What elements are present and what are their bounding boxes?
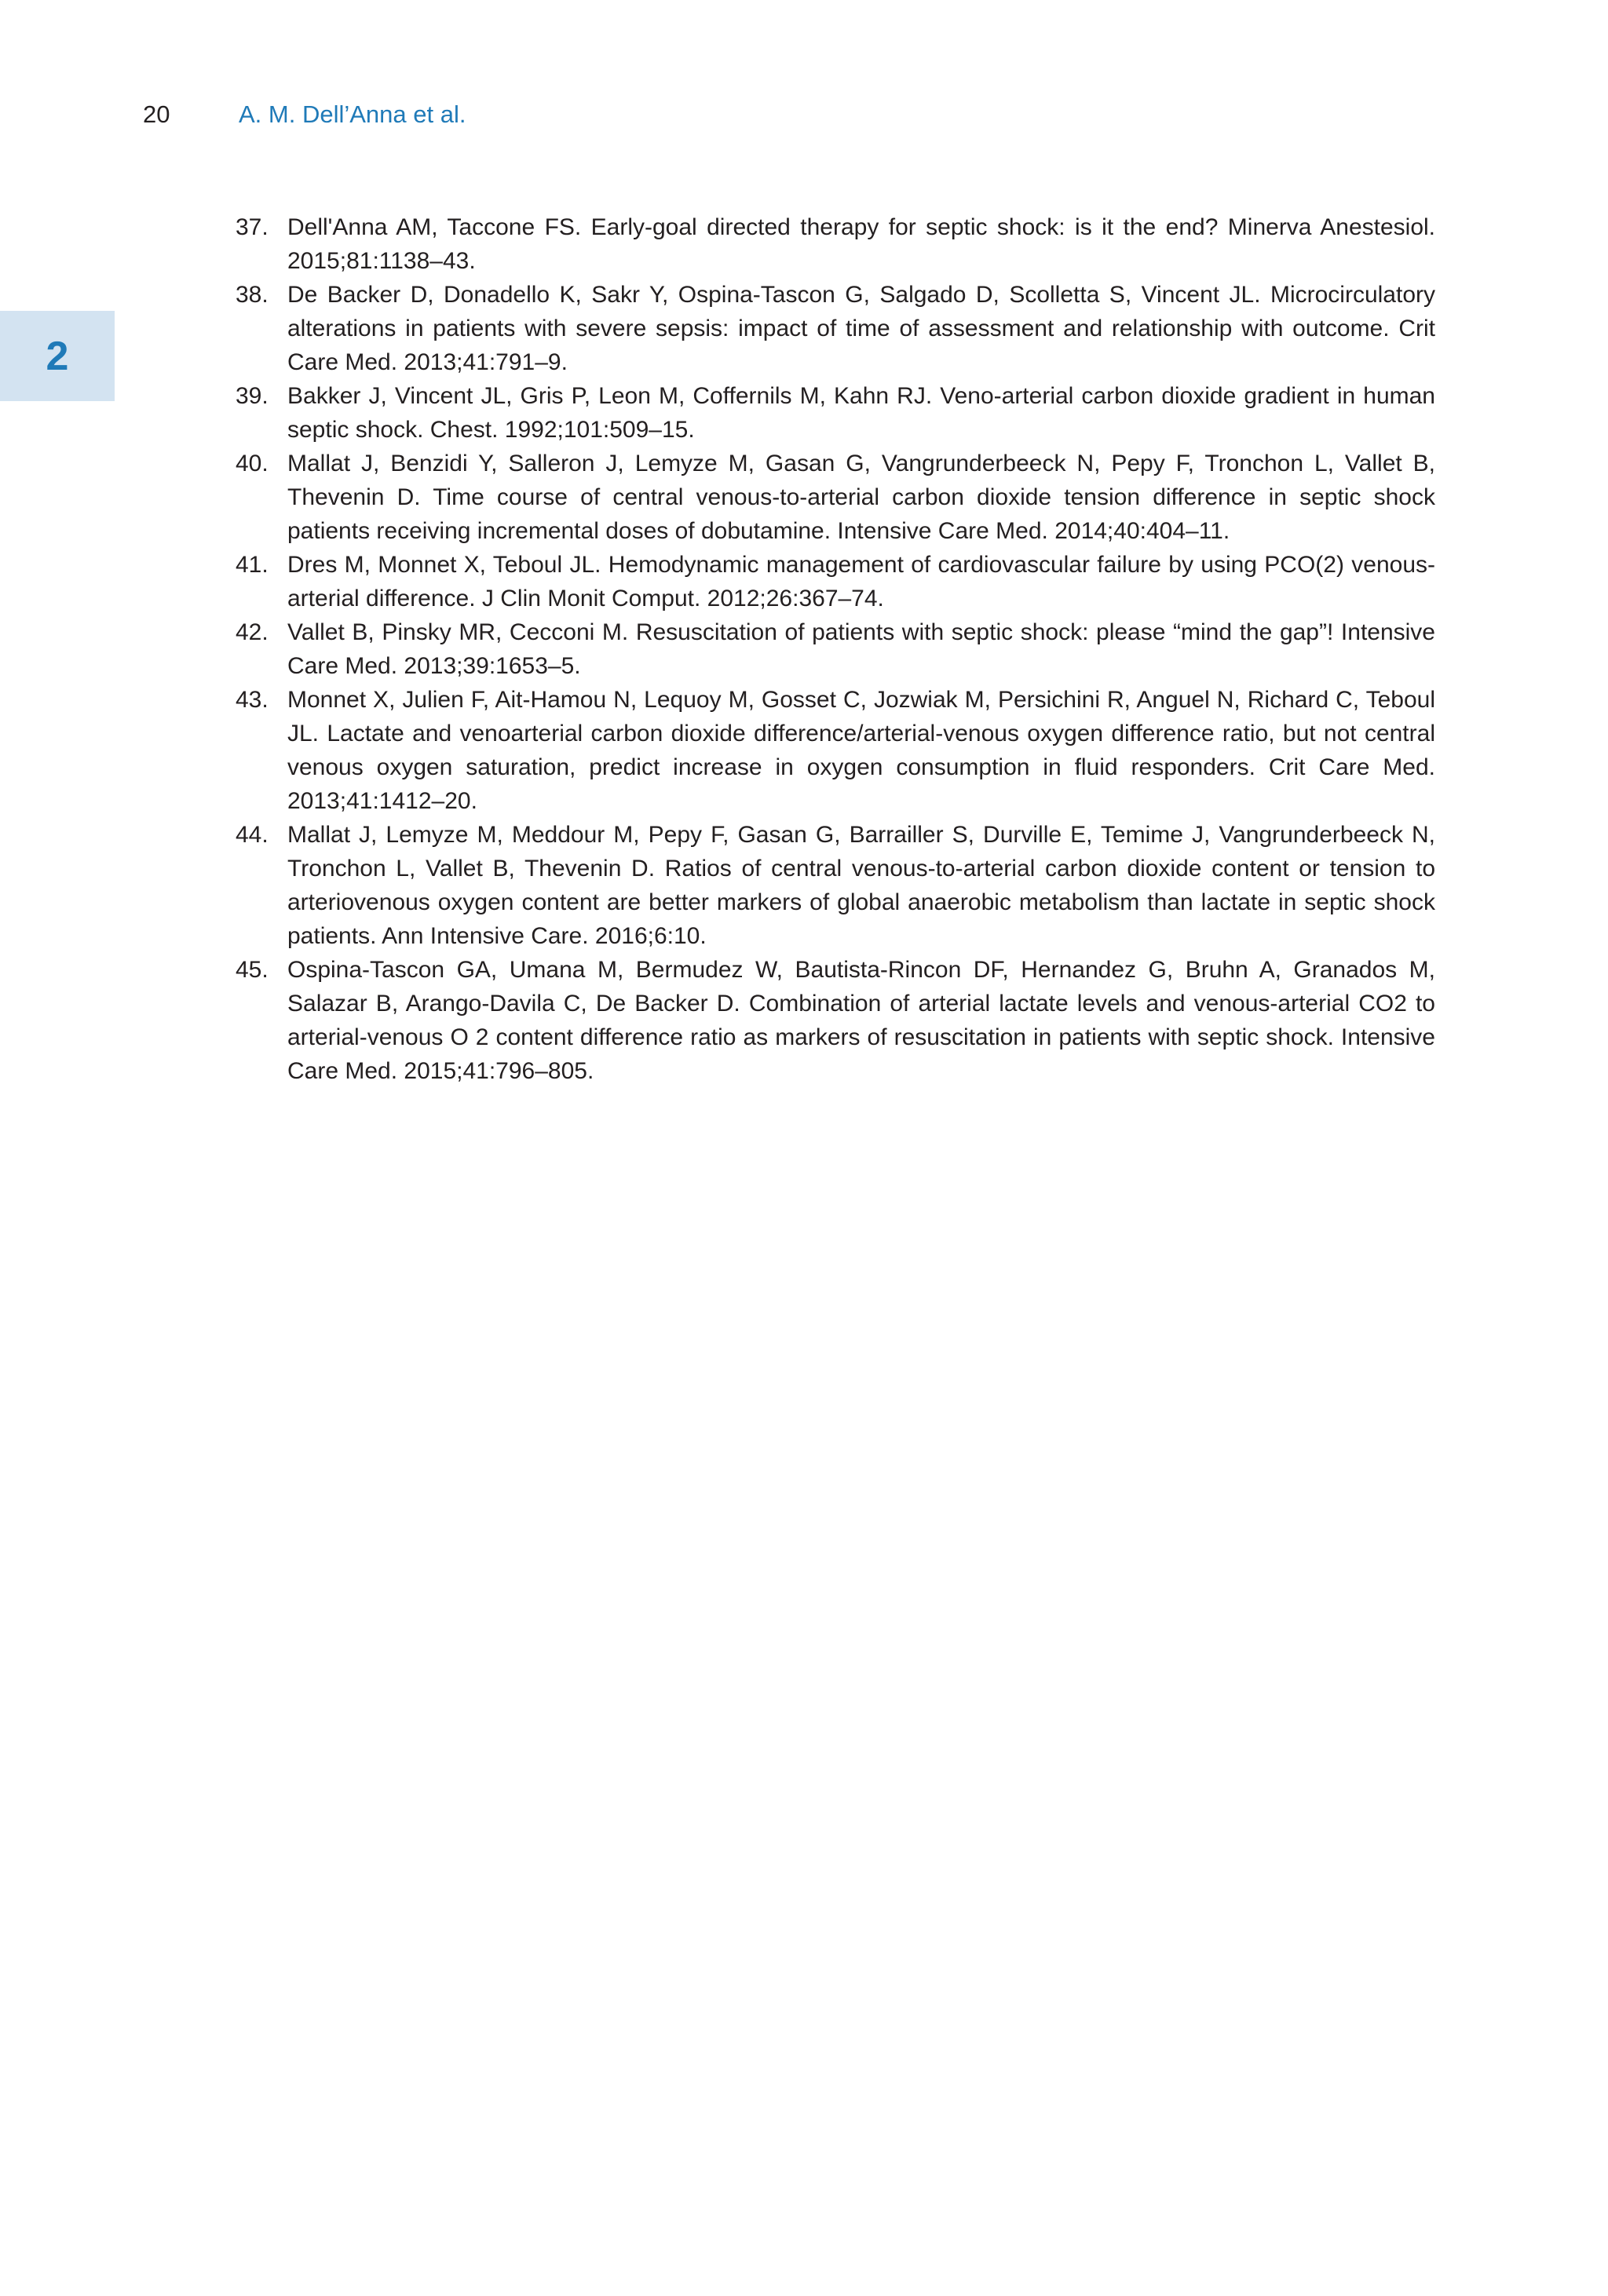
reference-number: 45. (236, 957, 269, 983)
reference-number: 37. (236, 214, 269, 240)
reference-item (236, 447, 1435, 548)
reference-item (236, 683, 1435, 818)
reference-item (236, 379, 1435, 447)
reference-text: Ospina-Tascon GA, Umana M, Bermudez W, Bautista-Rincon DF, Hernandez G, Bruhn A, Granados M, Salazar B, Arango-Davila C, De Backer D. Combination of arterial lactate levels and venous-arterial CO2 to arterial-venous O 2 content difference ratio as markers of resuscitation in patients with septic shock. Intensive Care Med. 2015;41:796–805. (287, 957, 1435, 1084)
chapter-number: 2 (46, 333, 69, 379)
running-head-authors: A. M. Dell’Anna et al. (239, 100, 466, 128)
page-number: 20 (143, 100, 170, 128)
running-head (143, 99, 466, 130)
reference-text: De Backer D, Donadello K, Sakr Y, Ospina-Tascon G, Salgado D, Scolletta S, Vincent JL. Microcirculatory alterations in patients with severe sepsis: impact of time of assessment and relationship with outcome. Crit Care Med. 2013;41:791–9. (287, 282, 1435, 375)
reference-text: Dres M, Monnet X, Teboul JL. Hemodynamic management of cardiovascular failure by using PCO(2) venous-arterial difference. J Clin Monit Comput. 2012;26:367–74. (287, 552, 1435, 611)
reference-text: Monnet X, Julien F, Ait-Hamou N, Lequoy M, Gosset C, Jozwiak M, Persichini R, Anguel N, Richard C, Teboul JL. Lactate and venoarterial carbon dioxide difference/arterial-venous oxygen difference ratio, but not central venous oxygen saturation, predict increase in oxygen consumption in fluid responders. Crit Care Med. 2013;41:1412–20. (287, 687, 1435, 814)
reference-list (236, 210, 1435, 1088)
chapter-tab (0, 311, 115, 401)
reference-item (236, 278, 1435, 379)
reference-number: 43. (236, 687, 269, 713)
reference-number: 42. (236, 619, 269, 645)
reference-item (236, 953, 1435, 1088)
reference-text: Dell'Anna AM, Taccone FS. Early-goal directed therapy for septic shock: is it the end? Minerva Anestesiol. 2015;81:1138–43. (287, 214, 1435, 274)
reference-item (236, 210, 1435, 278)
reference-text: Mallat J, Lemyze M, Meddour M, Pepy F, Gasan G, Barrailler S, Durville E, Temime J, Vangrunderbeeck N, Tronchon L, Vallet B, Thevenin D. Ratios of central venous-to-arterial carbon dioxide content or tension to arteriovenous oxygen content are better markers of global anaerobic metabolism than lactate in septic shock patients. Ann Intensive Care. 2016;6:10. (287, 822, 1435, 949)
reference-number: 44. (236, 822, 269, 848)
reference-item (236, 615, 1435, 683)
reference-text: Bakker J, Vincent JL, Gris P, Leon M, Coffernils M, Kahn RJ. Veno-arterial carbon dioxide gradient in human septic shock. Chest. 1992;101:509–15. (287, 383, 1435, 443)
reference-text: Mallat J, Benzidi Y, Salleron J, Lemyze M, Gasan G, Vangrunderbeeck N, Pepy F, Tronchon L, Vallet B, Thevenin D. Time course of central venous-to-arterial carbon dioxide tension difference in septic shock patients receiving incremental doses of dobutamine. Intensive Care Med. 2014;40:404–11. (287, 451, 1435, 544)
reference-text: Vallet B, Pinsky MR, Cecconi M. Resuscitation of patients with septic shock: please “mind the gap”! Intensive Care Med. 2013;39:1653–5. (287, 619, 1435, 679)
reference-number: 41. (236, 552, 269, 578)
reference-item (236, 818, 1435, 953)
reference-number: 38. (236, 282, 269, 308)
reference-number: 39. (236, 383, 269, 409)
reference-item (236, 548, 1435, 615)
reference-number: 40. (236, 451, 269, 476)
